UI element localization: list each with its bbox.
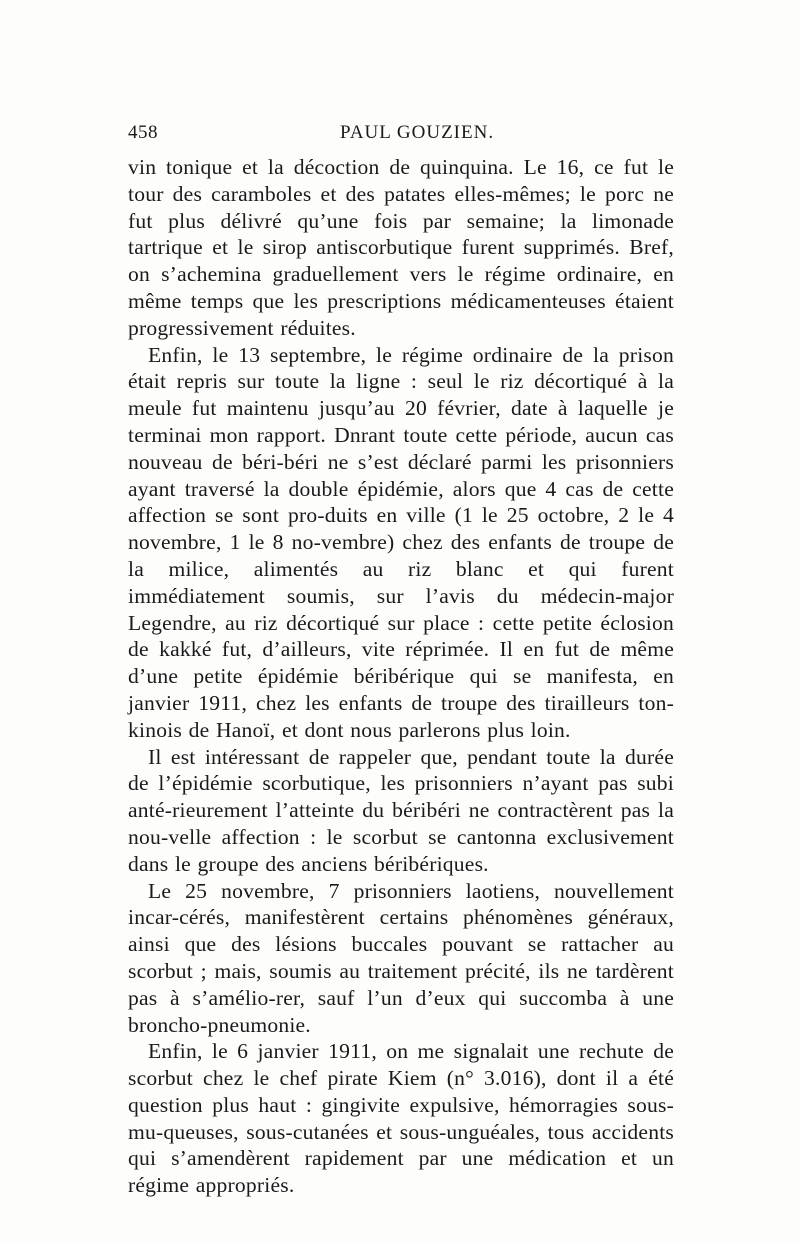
running-title: PAUL GOUZIEN. xyxy=(340,122,495,143)
paragraph: Enfin, le 6 janvier 1911, on me signalait une rechute de scorbut chez le chef pirate Kiem (n° 3.016), dont il a été question plus haut : gingivite expulsive, hémorragies sous-mu-queuses, sous-cutanées et sous-unguéales, tous accidents qui s’amendèrent rapidement par une médication et un régime appropriés. xyxy=(128,1039,674,1198)
paragraph: Enfin, le 13 septembre, le régime ordinaire de la prison était repris sur toute la ligne : seul le riz décortiqué à la meule fut maintenu jusqu’au 20 février, date à laquelle je terminai mon rapport. Dnrant toute cette période, aucun cas nouveau de béri-béri ne s’est déclaré parmi les prisonniers ayant traversé la double épidémie, alors que 4 cas de cette affection se sont pro-duits en ville (1 le 25 octobre, 2 le 4 novembre, 1 le 8 no-vembre) chez des enfants de troupe de la milice, alimentés au riz blanc et qui furent immédiatement soumis, sur l’avis du médecin-major Legendre, au riz décortiqué sur place : cette petite éclosion de kakké fut, d’ailleurs, vite réprimée. Il en fut de même d’une petite épidémie béribérique qui se manifesta, en janvier 1911, chez les enfants de troupe des tirailleurs ton-kinois de Hanoï, et dont nous parlerons plus loin. xyxy=(128,342,674,742)
body-text xyxy=(128,154,674,1199)
paragraph: Il est intéressant de rappeler que, pendant toute la durée de l’épidémie scorbutique, les prisonniers n’ayant pas subi anté-rieurement l’atteinte du béribéri ne contractèrent pas la nou-velle affection : le scorbut se cantonna exclusivement dans le groupe des anciens béribériques. xyxy=(128,744,674,876)
page-number: 458 xyxy=(128,122,158,143)
paragraph: Le 25 novembre, 7 prisonniers laotiens, nouvellement incar-cérés, manifestèrent certains phénomènes généraux, ainsi que des lésions buccales pouvant se rattacher au scorbut ; mais, soumis au traitement précité, ils ne tardèrent pas à s’amélio-rer, sauf l’un d’eux qui succomba à une broncho-pneumonie. xyxy=(128,878,674,1037)
paragraph-continuation: vin tonique et la décoction de quinquina. Le 16, ce fut le tour des caramboles et des patates elles-mêmes; le porc ne fut plus délivré qu’une fois par semaine; la limonade tartrique et le sirop antiscorbutique furent supprimés. Bref, on s’achemina graduellement vers le régime ordinaire, en même temps que les prescriptions médicamenteuses étaient progressivement réduites. xyxy=(128,155,674,340)
running-head xyxy=(128,122,674,148)
